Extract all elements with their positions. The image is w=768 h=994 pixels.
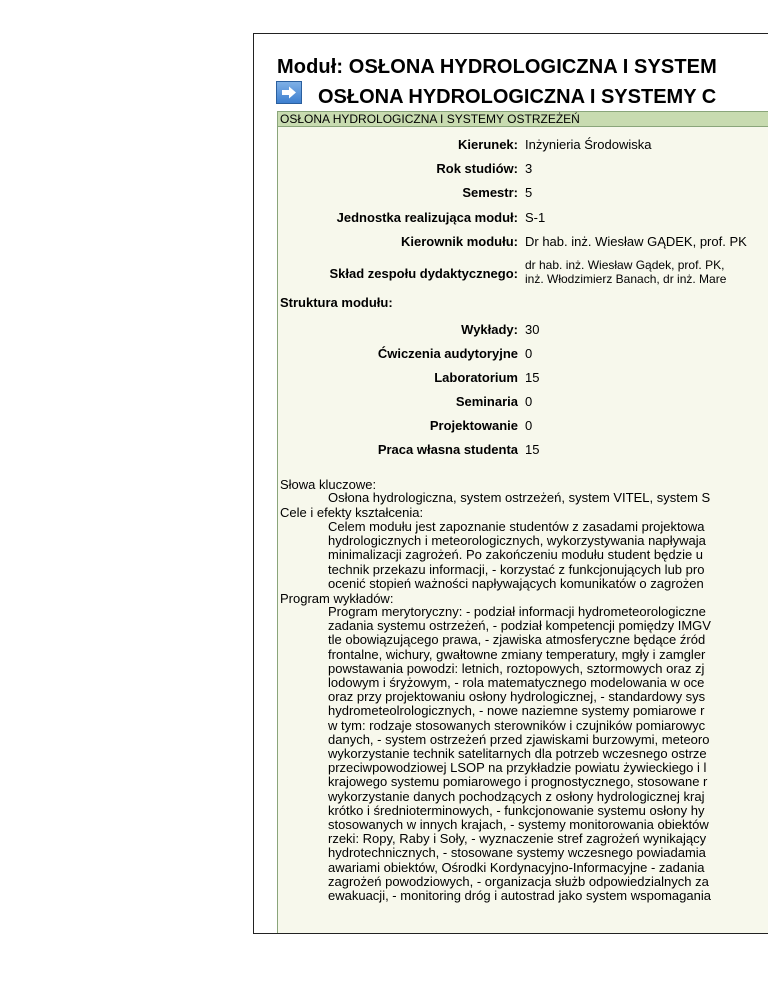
structure-value: 15 bbox=[525, 442, 540, 457]
structure-label: Praca własna studenta bbox=[377, 442, 518, 457]
section-line: rzeki: Ropy, Raby i Soły, - wyznaczenie stref zagrożeń wynikający bbox=[328, 831, 707, 847]
structure-label: Laboratorium bbox=[434, 370, 518, 385]
detail-label: Kierunek: bbox=[458, 137, 518, 152]
section-line: Celem modułu jest zapoznanie studentów z zasadami projektowa bbox=[328, 519, 705, 534]
section-line: powstawania powodzi: letnich, roztopowych, sztormowych oraz zj bbox=[328, 660, 705, 676]
module-details-panel bbox=[277, 127, 768, 933]
section-line: hydrotechnicznych, - stosowane systemy wczesnego powiadamia bbox=[328, 845, 706, 861]
section-line: przeciwpowodziowej LSOP na przykładzie powiatu żywieckiego i l bbox=[328, 760, 707, 776]
detail-label: Semestr: bbox=[462, 185, 518, 200]
section-line: awariami obiektów, Ośrodki Kordynacyjno-Informacyjne - zadania bbox=[328, 859, 705, 875]
structure-label: Wykłady: bbox=[461, 322, 518, 337]
structure-label: Ćwiczenia audytoryjne bbox=[377, 346, 518, 361]
detail-value: Inżynieria Środowiska bbox=[525, 137, 652, 152]
structure-value: 0 bbox=[525, 346, 533, 361]
section-line: lodowym i śryżowym, - rola matematycznego modelowania w oce bbox=[328, 675, 705, 691]
section-line: ocenić stopień ważności napływających komunikatów o zagrożen bbox=[328, 575, 704, 591]
detail-row-sklad bbox=[278, 258, 768, 290]
module-page bbox=[253, 33, 768, 934]
arrow-right-icon bbox=[281, 86, 297, 99]
section-body-keywords bbox=[328, 491, 710, 505]
section-line: wykorzystanie technik satelitarnych dla potrzeb wczesnego ostrze bbox=[328, 746, 707, 762]
section-line: w tym: rodzaje stosowanych sterowników i czujników pomiarowyc bbox=[328, 717, 706, 733]
section-title-program: Program wykładów: bbox=[280, 591, 394, 606]
section-title-goals: Cele i efekty kształcenia: bbox=[280, 505, 424, 520]
section-body-goals bbox=[328, 520, 706, 591]
detail-value: dr hab. inż. Wiesław Gądek, prof. PK, bbox=[525, 258, 725, 272]
section-line: krajowego systemu pomiarowego i prognostycznego, stosowane r bbox=[328, 774, 708, 790]
structure-value: 0 bbox=[525, 394, 533, 409]
section-line: technik przekazu informacji, - korzystać z funkcjonujących lub pro bbox=[328, 561, 705, 577]
section-body-program bbox=[328, 605, 711, 903]
section-line: minimalizacji zagrożeń. Po zakończeniu modułu student będzie u bbox=[328, 547, 704, 563]
section-line: wykorzystanie danych pochodzących z osłony hydrologicznej kraj bbox=[328, 788, 705, 804]
section-line: oraz przy projektowaniu osłony hydrologicznej, - standardowy sys bbox=[328, 689, 706, 705]
section-line: hydrometeolrologicznych, - nowe naziemne systemy pomiarowe r bbox=[328, 703, 705, 719]
section-line: tle obowiązującego prawa, - zjawiska atmosferyczne będące źród bbox=[328, 632, 706, 648]
detail-value: 3 bbox=[525, 161, 533, 176]
section-line: frontalne, wichury, gwałtowne zmiany temperatury, mgły i zamgler bbox=[328, 646, 706, 662]
structure-label: Projektowanie bbox=[429, 418, 518, 433]
section-line: zagrożeń powodziowych, - organizacja służb odpowiedzialnych za bbox=[328, 873, 709, 889]
detail-label: Jednostka realizująca moduł: bbox=[336, 210, 518, 225]
section-line: Osłona hydrologiczna, system ostrzeżeń, system VITEL, system S bbox=[328, 490, 711, 505]
structure-title: Struktura modułu: bbox=[280, 295, 393, 310]
structure-value: 30 bbox=[525, 322, 540, 337]
section-line: stosowanych w innych krajach, - systemy monitorowania obiektów bbox=[328, 817, 709, 833]
detail-label: Rok studiów: bbox=[436, 161, 518, 176]
section-line: ewakuacji, - monitoring dróg i autostrad jako system wspomagania bbox=[328, 888, 711, 904]
section-line: zadania systemu ostrzeżeń, - podział kompetencji pomiędzy IMGV bbox=[328, 618, 711, 634]
detail-label: Kierownik modułu: bbox=[401, 234, 518, 249]
section-title-keywords: Słowa kluczowe: bbox=[280, 477, 377, 492]
expand-arrow-button[interactable] bbox=[276, 81, 302, 104]
detail-value: S-1 bbox=[525, 210, 546, 225]
section-line: krótko i średnioterminowych, - funkcjonowanie systemu osłony hy bbox=[328, 802, 705, 818]
structure-value: 0 bbox=[525, 418, 533, 433]
panel-header: OSŁONA HYDROLOGICZNA I SYSTEMY OSTRZEŻEŃ bbox=[277, 111, 768, 127]
detail-value: 5 bbox=[525, 185, 533, 200]
structure-label: Seminaria bbox=[455, 394, 518, 409]
module-subtitle: OSŁONA HYDROLOGICZNA I SYSTEMY C bbox=[318, 86, 717, 108]
section-line: hydrologicznych i meteorologicznych, wykorzystywania napływaja bbox=[328, 533, 706, 549]
structure-value: 15 bbox=[525, 370, 540, 385]
module-title: Moduł: OSŁONA HYDROLOGICZNA I SYSTEM bbox=[277, 56, 717, 78]
detail-value: Dr hab. inż. Wiesław GĄDEK, prof. PK bbox=[525, 234, 747, 249]
detail-value-2: inż. Włodzimierz Banach, dr inż. Mare bbox=[525, 272, 727, 286]
detail-label: Skład zespołu dydaktycznego: bbox=[329, 266, 518, 281]
section-line: danych, - system ostrzeżeń przed zjawiskami burzowymi, meteoro bbox=[328, 731, 710, 747]
section-line: Program merytoryczny: - podział informacji hydrometeorologiczne bbox=[328, 604, 706, 619]
